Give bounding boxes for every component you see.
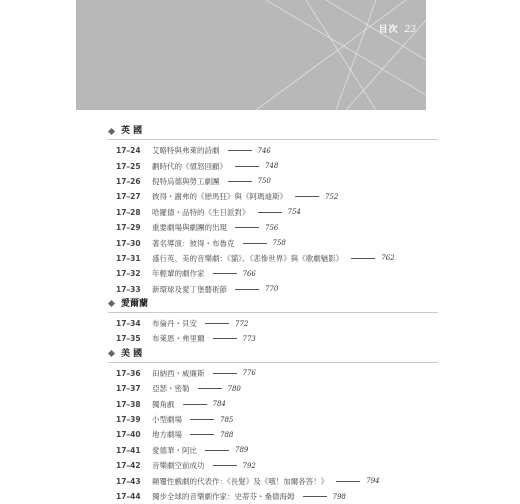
section-heading xyxy=(108,124,438,138)
entry-number: 17–35 xyxy=(116,334,141,344)
entry-title: 亞瑟・密勒 xyxy=(152,384,190,394)
entry-page: 776 xyxy=(242,369,256,378)
toc-entry[interactable] xyxy=(108,235,438,250)
entry-page: 762 xyxy=(381,254,395,263)
section-divider xyxy=(108,139,438,140)
leader-line xyxy=(228,150,252,151)
entry-page: 773 xyxy=(242,334,256,343)
header-page-number: 23 xyxy=(404,25,416,35)
entry-page: 785 xyxy=(220,415,234,424)
toc-entry[interactable] xyxy=(108,458,438,473)
toc-entry[interactable] xyxy=(108,331,438,346)
section-title: 英 國 xyxy=(121,126,143,136)
toc-entry[interactable] xyxy=(108,251,438,266)
entry-title: 愛德華・阿比 xyxy=(152,445,197,455)
toc-entry[interactable] xyxy=(108,396,438,411)
leader-line xyxy=(183,404,207,405)
entry-page: 756 xyxy=(265,223,279,232)
entry-page: 794 xyxy=(366,477,380,486)
section-title: 美 國 xyxy=(121,348,143,359)
entry-page: 798 xyxy=(332,492,346,501)
entry-number: 17–31 xyxy=(116,253,141,263)
entry-title: 新環球及愛丁堡藝術節 xyxy=(152,284,227,294)
entry-title: 田納西・威廉斯 xyxy=(152,368,205,378)
decorative-lines xyxy=(76,0,426,110)
toc-entry[interactable] xyxy=(108,158,438,173)
section-title: 愛爾蘭 xyxy=(121,298,149,309)
leader-line xyxy=(351,258,375,259)
entry-title: 盛行英、美的音樂劇：《貓》、《悲慘世界》與《歌劇魅影》 xyxy=(152,253,344,263)
leader-line xyxy=(213,373,237,374)
entry-page: 789 xyxy=(235,446,249,455)
toc-entry[interactable] xyxy=(108,473,438,488)
entry-number: 17–30 xyxy=(116,238,141,248)
entry-page: 770 xyxy=(265,285,279,294)
header-banner xyxy=(76,0,426,110)
entry-number: 17–36 xyxy=(116,368,141,378)
leader-line xyxy=(205,450,229,451)
diamond-bullet-icon xyxy=(108,350,115,357)
entry-title: 著名導演：彼得・布魯克 xyxy=(152,238,235,248)
entry-title: 獨角戲 xyxy=(152,399,175,409)
toc-entry[interactable] xyxy=(108,205,438,220)
leader-line xyxy=(235,289,259,290)
section-heading xyxy=(108,347,438,361)
toc-entry[interactable] xyxy=(108,143,438,158)
leader-line xyxy=(190,419,214,420)
leader-line xyxy=(213,465,237,466)
entry-number: 17–43 xyxy=(116,476,141,486)
entry-title: 音樂劇空前成功 xyxy=(152,461,205,471)
entry-title: 顛覆性戲劇的代表作：《長髮》及《哦！加爾各答！》 xyxy=(152,476,329,486)
entry-number: 17–28 xyxy=(116,207,141,217)
entry-number: 17–37 xyxy=(116,384,141,394)
entry-page: 758 xyxy=(272,239,286,248)
section-heading xyxy=(108,297,438,311)
entry-number: 17–29 xyxy=(116,223,141,233)
toc-entry[interactable] xyxy=(108,316,438,331)
leader-line xyxy=(198,388,222,389)
entry-title: 小型劇場 xyxy=(152,415,182,425)
leader-line xyxy=(303,496,327,497)
entry-title: 布萊恩・弗里爾 xyxy=(152,334,205,344)
toc-entry[interactable] xyxy=(108,427,438,442)
toc-entry[interactable] xyxy=(108,366,438,381)
toc-entry[interactable] xyxy=(108,220,438,235)
entry-number: 17–42 xyxy=(116,461,141,471)
entry-title: 布倫丹・貝安 xyxy=(152,319,197,329)
leader-line xyxy=(295,196,319,197)
leader-line xyxy=(205,323,229,324)
entry-number: 17–27 xyxy=(116,192,141,202)
entry-page: 754 xyxy=(287,208,301,217)
entry-number: 17–32 xyxy=(116,269,141,279)
leader-line xyxy=(190,434,214,435)
toc-entry[interactable] xyxy=(108,443,438,458)
leader-line xyxy=(213,273,237,274)
leader-line xyxy=(213,338,237,339)
toc-entry[interactable] xyxy=(108,381,438,396)
entry-title: 地方劇場 xyxy=(152,430,182,440)
leader-line xyxy=(336,481,360,482)
leader-line xyxy=(258,212,282,213)
entry-title: 重要劇場與劇團的出現 xyxy=(152,223,227,233)
entry-page: 780 xyxy=(227,384,241,393)
entry-number: 17–33 xyxy=(116,284,141,294)
entry-number: 17–26 xyxy=(116,176,141,186)
entry-page: 752 xyxy=(325,192,339,201)
entry-page: 750 xyxy=(257,177,271,186)
entry-page: 792 xyxy=(242,461,256,470)
entry-title: 獨步全球的音樂劇作家：史蒂芬・桑德海姆 xyxy=(152,492,295,501)
entry-page: 784 xyxy=(212,400,226,409)
leader-line xyxy=(235,166,259,167)
diamond-bullet-icon xyxy=(108,300,115,307)
entry-page: 772 xyxy=(235,319,249,328)
section-divider xyxy=(108,312,438,313)
entry-number: 17–24 xyxy=(116,146,141,156)
toc-entry[interactable] xyxy=(108,266,438,281)
diamond-bullet-icon xyxy=(108,127,115,134)
toc-entry[interactable] xyxy=(108,174,438,189)
leader-line xyxy=(243,243,267,244)
entry-number: 17–25 xyxy=(116,161,141,171)
toc-entry[interactable] xyxy=(108,489,438,504)
entry-number: 17–44 xyxy=(116,492,141,501)
leader-line xyxy=(228,181,252,182)
entry-title: 艾略特與弗萊的詩劇 xyxy=(152,146,220,156)
toc-entry[interactable] xyxy=(108,412,438,427)
table-of-contents xyxy=(108,124,438,504)
entry-title: 彼得・謝弗的《戀馬狂》與《阿瑪迪斯》 xyxy=(152,192,287,202)
entry-number: 17–39 xyxy=(116,415,141,425)
entry-title: 倪特烏德與勞工劇團 xyxy=(152,176,220,186)
entry-number: 17–38 xyxy=(116,399,141,409)
entry-page: 748 xyxy=(265,162,279,171)
entry-title: 年輕輩的劇作家 xyxy=(152,269,205,279)
entry-number: 17–34 xyxy=(116,319,141,329)
toc-entry[interactable] xyxy=(108,282,438,297)
leader-line xyxy=(235,227,259,228)
entry-page: 788 xyxy=(220,430,234,439)
entry-title: 劃時代的《憤怒回顧》 xyxy=(152,161,227,171)
page-header xyxy=(379,22,416,35)
entry-page: 766 xyxy=(242,269,256,278)
entry-title: 哈羅德・品特的《生日派對》 xyxy=(152,207,250,217)
header-label: 目次 xyxy=(378,25,399,35)
entry-number: 17–41 xyxy=(116,445,141,455)
entry-number: 17–40 xyxy=(116,430,141,440)
entry-page: 746 xyxy=(257,146,271,155)
section-divider xyxy=(108,362,438,363)
toc-entry[interactable] xyxy=(108,189,438,204)
